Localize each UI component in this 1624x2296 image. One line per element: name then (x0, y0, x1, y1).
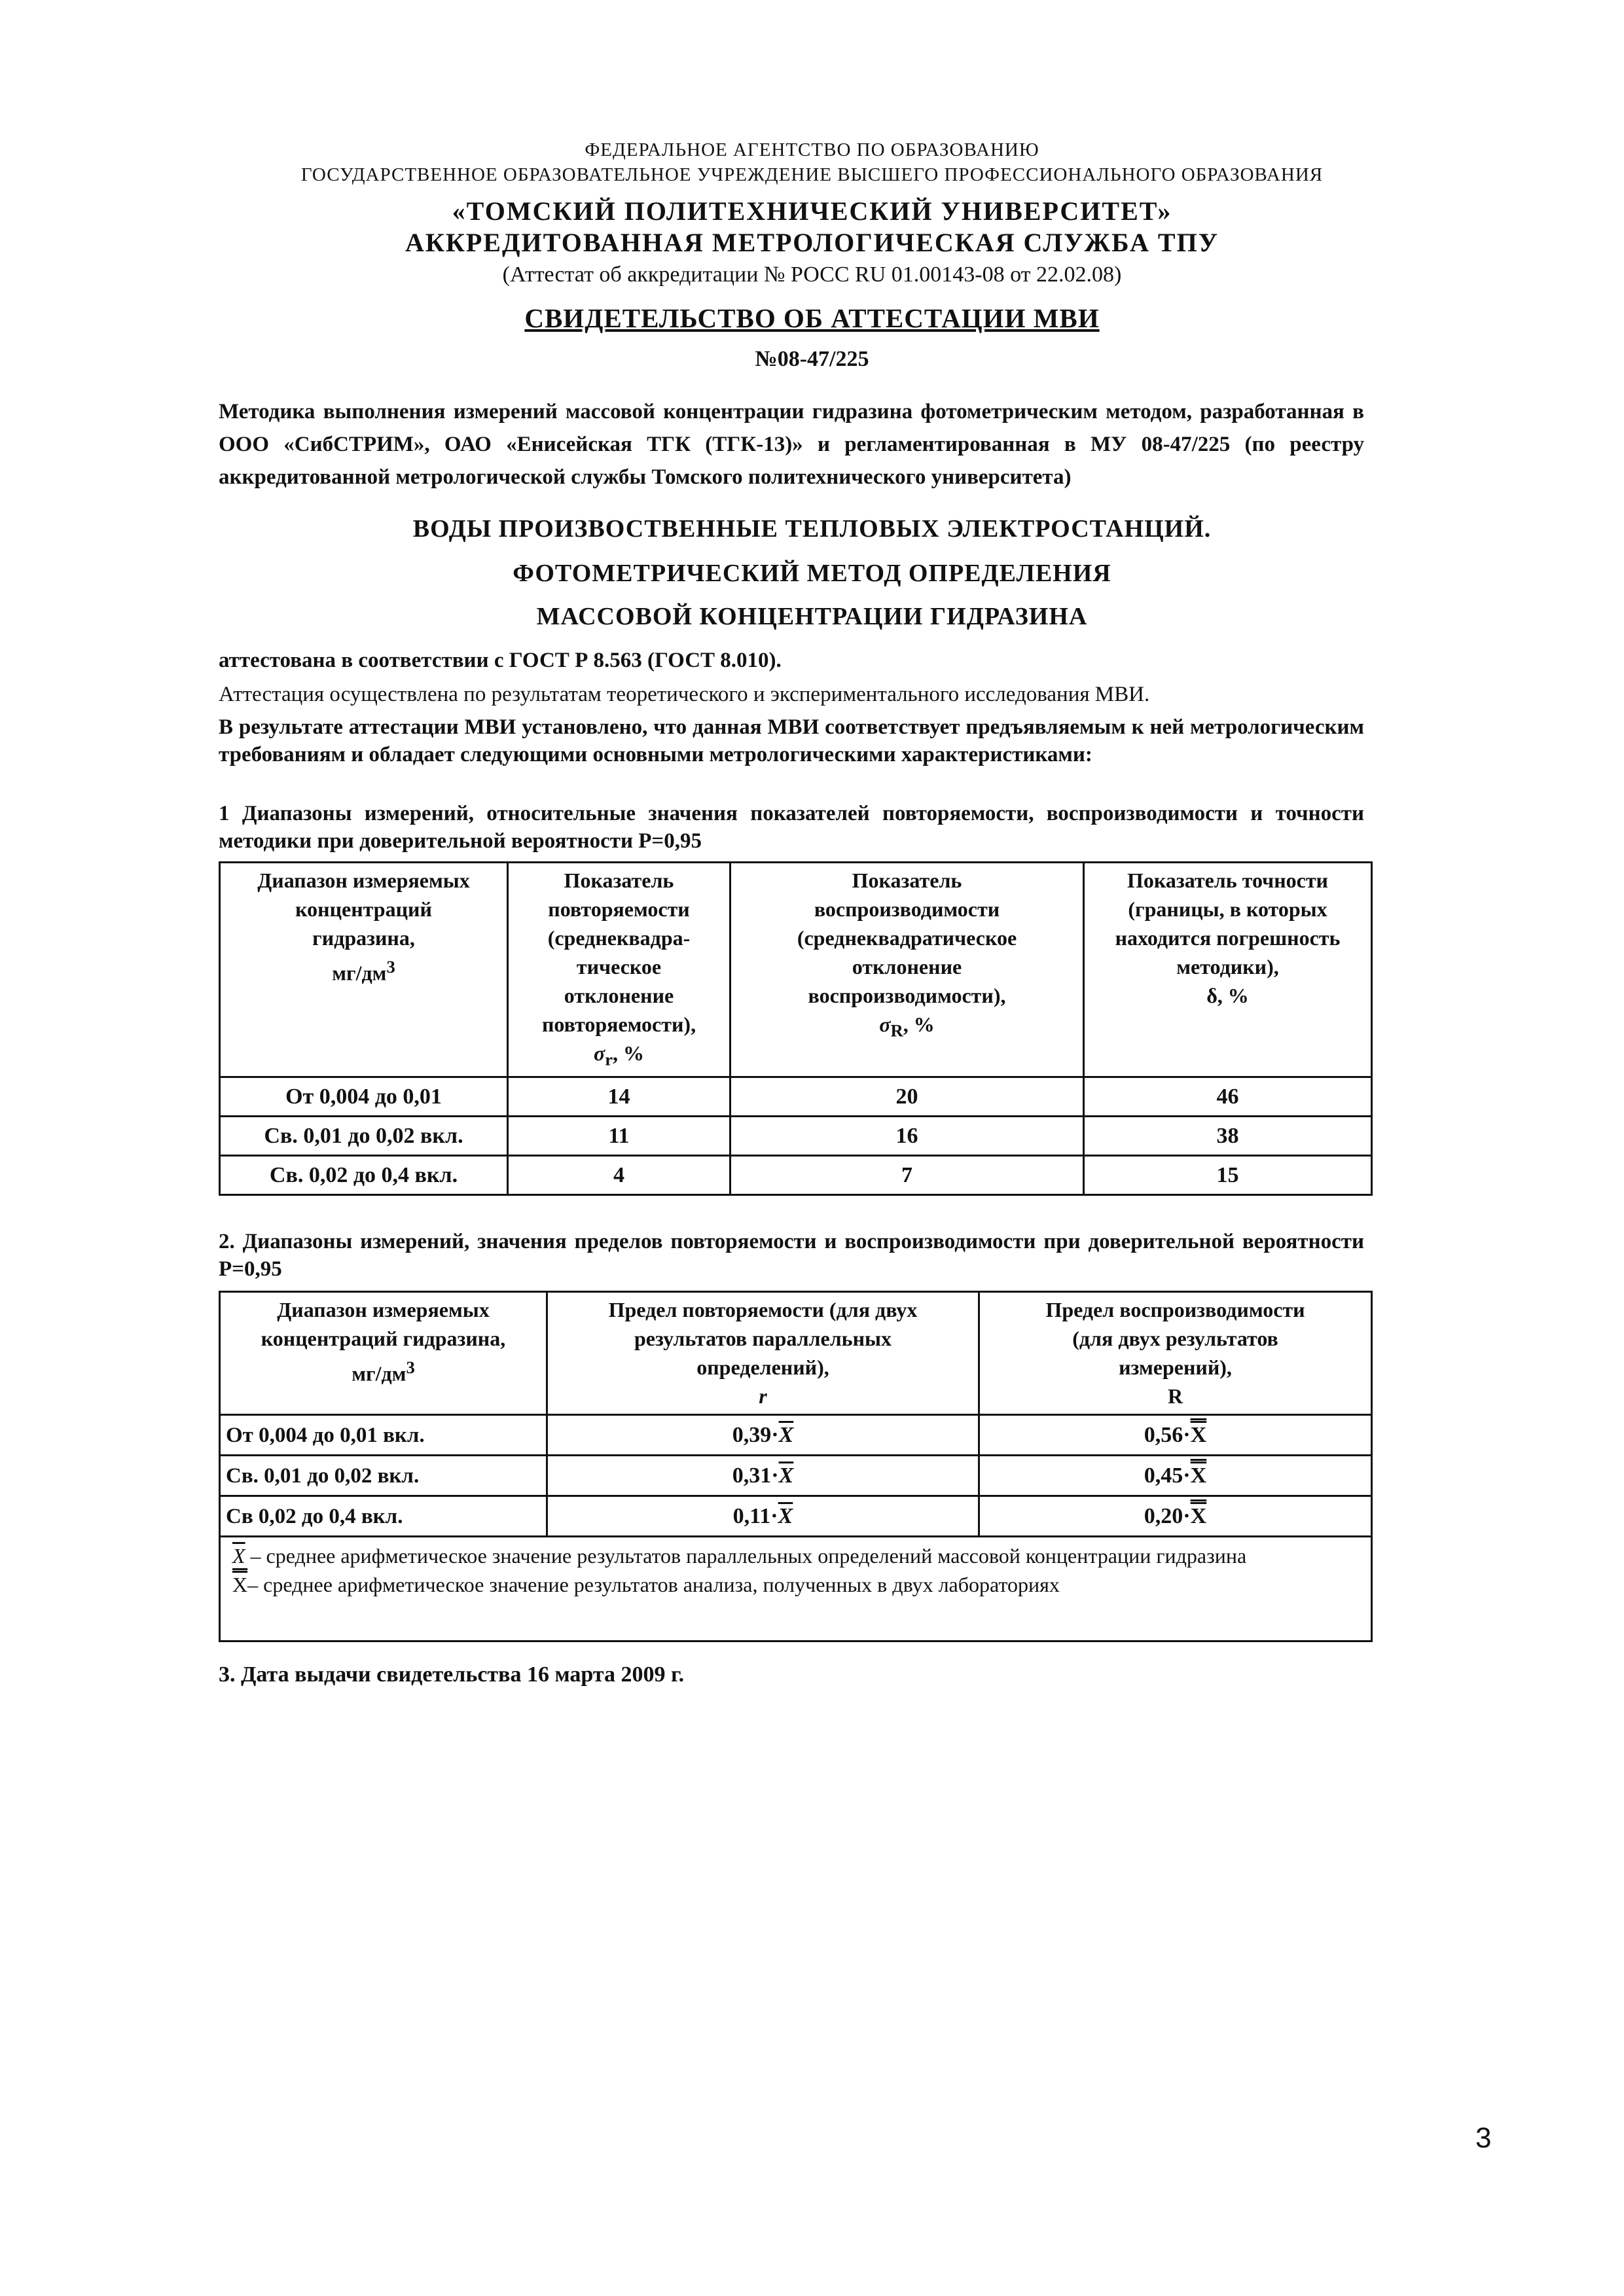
mean-symbol: $\overline{X}$ (778, 1422, 794, 1447)
grand-mean-symbol: X (232, 1573, 248, 1596)
agency-name: ФЕДЕРАЛЬНОЕ АГЕНТСТВО ПО ОБРАЗОВАНИЮ (585, 139, 1039, 160)
header-reproducibility (731, 863, 1084, 1077)
cell-range: От 0,004 до 0,01 (220, 1077, 508, 1117)
unit-sup: 3 (386, 957, 395, 977)
coef: 0,20· (1144, 1503, 1191, 1528)
issue-date: 3. Дата выдачи свидетельства 16 марта 2009 г. (219, 1662, 685, 1687)
cell-delta: 15 (1084, 1156, 1372, 1195)
cell-range: Св. 0,01 до 0,02 вкл. (220, 1117, 508, 1156)
header-line: повторяемости (548, 897, 690, 921)
header-line: результатов параллельных (634, 1327, 892, 1350)
coef: 0,39· (732, 1422, 779, 1447)
institution-name: ГОСУДАРСТВЕННОЕ ОБРАЗОВАТЕЛЬНОЕ УЧРЕЖДЕНИЕ ВЫСШЕГО ПРОФЕССИОНАЛЬНОГО ОБРАЗОВАНИЯ (300, 164, 1324, 185)
symbol-unit: , % (903, 1013, 935, 1036)
header-symbol (514, 1039, 724, 1073)
header-line: отклонение (564, 984, 674, 1007)
header-line: находится погрешность (1115, 926, 1341, 950)
cell-range: От 0,004 до 0,01 вкл. (220, 1415, 547, 1456)
certificate-number: №08-47/225 (755, 347, 869, 371)
header-line: Предел воспроизводимости (1045, 1298, 1305, 1321)
header-accuracy (1084, 863, 1372, 1077)
cell-sigma-R: 7 (731, 1156, 1084, 1195)
coef: 0,56· (1144, 1422, 1191, 1447)
header-line: Показатель точности (1127, 869, 1328, 892)
service-name: АККРЕДИТОВАННАЯ МЕТРОЛОГИЧЕСКАЯ СЛУЖБА ТПУ (405, 228, 1219, 257)
header-line: Диапазон измеряемых (277, 1298, 490, 1321)
accreditation-line: (Аттестат об аккредитации № РОСС RU 01.00143-08 от 22.02.08) (502, 262, 1122, 287)
cell-sigma-r: 11 (508, 1117, 731, 1156)
header-line: измерений), (1119, 1355, 1232, 1379)
cell-range: Св. 0,01 до 0,02 вкл. (220, 1456, 547, 1496)
grand-mean-symbol: X (1190, 1463, 1207, 1488)
header-symbol: r (759, 1384, 767, 1408)
grand-mean-symbol: X (1190, 1503, 1207, 1528)
header-line: воспроизводимости), (808, 984, 1006, 1007)
header-line: Диапазон измеряемых (257, 869, 470, 892)
sigma-sub: R (890, 1020, 903, 1041)
cell-r (547, 1496, 979, 1537)
cell-sigma-R: 20 (731, 1077, 1084, 1117)
header-line: определений), (696, 1355, 829, 1379)
header-symbol: R (1167, 1384, 1183, 1408)
header-repeatability-limit (547, 1292, 979, 1415)
header-line: (границы, в которых (1128, 897, 1327, 921)
unit-sup: 3 (406, 1357, 415, 1377)
header-line: воспроизводимости (814, 897, 1000, 921)
header-line: отклонение (852, 955, 962, 978)
note-text: – среднее арифметическое значение результатов параллельных определений массовой концентрации гидразина (245, 1544, 1247, 1568)
header-line: δ, % (1206, 984, 1249, 1007)
sigma-sub: r (605, 1049, 613, 1069)
cell-range: Св 0,02 до 0,4 вкл. (220, 1496, 547, 1537)
mean-symbol: $\overline{X}$ (778, 1463, 794, 1488)
table-row (220, 1077, 1372, 1117)
table-row (220, 1415, 1372, 1456)
header-line: концентраций (295, 897, 432, 921)
cell-R (979, 1496, 1372, 1537)
mvi-title-line-1: ВОДЫ ПРОИЗВОСТВЕННЫЕ ТЕПЛОВЫХ ЭЛЕКТРОСТАНЦИЙ. (412, 515, 1212, 543)
coef: 0,31· (732, 1463, 779, 1488)
certificate-title: СВИДЕТЕЛЬСТВО ОБ АТТЕСТАЦИИ МВИ (524, 303, 1100, 333)
cell-sigma-R: 16 (731, 1117, 1084, 1156)
note-text: – среднее арифметическое значение результатов анализа, полученных в двух лабораториях (247, 1573, 1060, 1596)
section-1-heading: 1 Диапазоны измерений, относительные значения показателей повторяемости, воспроизводимости и точности методики при доверительной вероятности Р=0,95 (219, 802, 1364, 853)
cell-sigma-r: 14 (508, 1077, 731, 1117)
table-notes (220, 1537, 1372, 1641)
page-number: 3 (1475, 2122, 1492, 2154)
header-unit (226, 952, 501, 988)
mean-symbol: $\overline{X}$ (778, 1503, 793, 1528)
mean-symbol: $\overline{X}$ (232, 1544, 245, 1568)
header-line: гидразина, (312, 926, 415, 950)
header-line: Показатель (564, 869, 674, 892)
cell-R (979, 1456, 1372, 1496)
table-notes-row (220, 1537, 1372, 1641)
sigma-symbol: σ (593, 1041, 605, 1065)
mvi-title-line-2: ФОТОМЕТРИЧЕСКИЙ МЕТОД ОПРЕДЕЛЕНИЯ (513, 560, 1111, 587)
cell-r (547, 1456, 979, 1496)
basis-line: Аттестация осуществлена по результатам теоретического и экспериментального исследования МВИ. (219, 683, 1150, 706)
mvi-title-line-3: МАССОВОЙ КОНЦЕНТРАЦИИ ГИДРАЗИНА (536, 603, 1088, 630)
cell-sigma-r: 4 (508, 1156, 731, 1195)
result-paragraph: В результате аттестации МВИ установлено, что данная МВИ соответствует предъявляемым к ней метрологическим требованиям и обладает следующими основными метрологическими характеристиками: (219, 715, 1364, 766)
table-row (220, 1117, 1372, 1156)
header-unit (226, 1353, 541, 1388)
unit-text: мг/дм (352, 1361, 406, 1386)
table-row (220, 1156, 1372, 1195)
header-line: повторяемости), (541, 1013, 696, 1036)
cell-delta: 38 (1084, 1117, 1372, 1156)
header-range (220, 863, 508, 1077)
header-symbol (736, 1010, 1077, 1045)
note-grand-mean (232, 1570, 1359, 1599)
table-row (220, 1496, 1372, 1537)
coef: 0,45· (1144, 1463, 1191, 1488)
header-line: методики), (1176, 955, 1279, 978)
note-mean (232, 1541, 1359, 1570)
header-line: (для двух результатов (1072, 1327, 1278, 1350)
cell-r (547, 1415, 979, 1456)
intro-paragraph: Методика выполнения измерений массовой концентрации гидразина фотометрическим методом, разработанная в ООО «СибСТРИМ», ОАО «Енисейская ТГК (ТГК-13)» и регламентированная в МУ 08-47/225 (по реестру аккредитованной метрологической службы Томского политехнического университета) (219, 400, 1364, 489)
header-line: Предел повторяемости (для двух (608, 1298, 918, 1321)
header-reproducibility-limit (979, 1292, 1372, 1415)
header-range (220, 1292, 547, 1415)
header-repeatability (508, 863, 731, 1077)
header-line: (среднеквадратическое (797, 926, 1017, 950)
sigma-symbol: σ (879, 1013, 891, 1036)
cell-R (979, 1415, 1372, 1456)
table-header-row (220, 1292, 1372, 1415)
section-2-heading: 2. Диапазоны измерений, значения пределов повторяемости и воспроизводимости при доверительной вероятности Р=0,95 (219, 1230, 1364, 1281)
header-line: тическое (576, 955, 662, 978)
unit-text: мг/дм (332, 961, 387, 985)
limits-table (219, 1291, 1373, 1642)
cell-delta: 46 (1084, 1077, 1372, 1117)
table-header-row (220, 863, 1372, 1077)
symbol-unit: , % (613, 1041, 645, 1065)
characteristics-table (219, 861, 1373, 1196)
coef: 0,11· (732, 1503, 778, 1528)
attested-line: аттестована в соответствии с ГОСТ Р 8.563 (ГОСТ 8.010). (219, 649, 782, 672)
cell-range: Св. 0,02 до 0,4 вкл. (220, 1156, 508, 1195)
header-line: (среднеквадра- (547, 926, 691, 950)
header-line: Показатель (852, 869, 962, 892)
university-name: «ТОМСКИЙ ПОЛИТЕХНИЧЕСКИЙ УНИВЕРСИТЕТ» (452, 196, 1172, 226)
header-line: концентраций гидразина, (261, 1327, 506, 1350)
grand-mean-symbol: X (1190, 1422, 1207, 1447)
table-row (220, 1456, 1372, 1496)
